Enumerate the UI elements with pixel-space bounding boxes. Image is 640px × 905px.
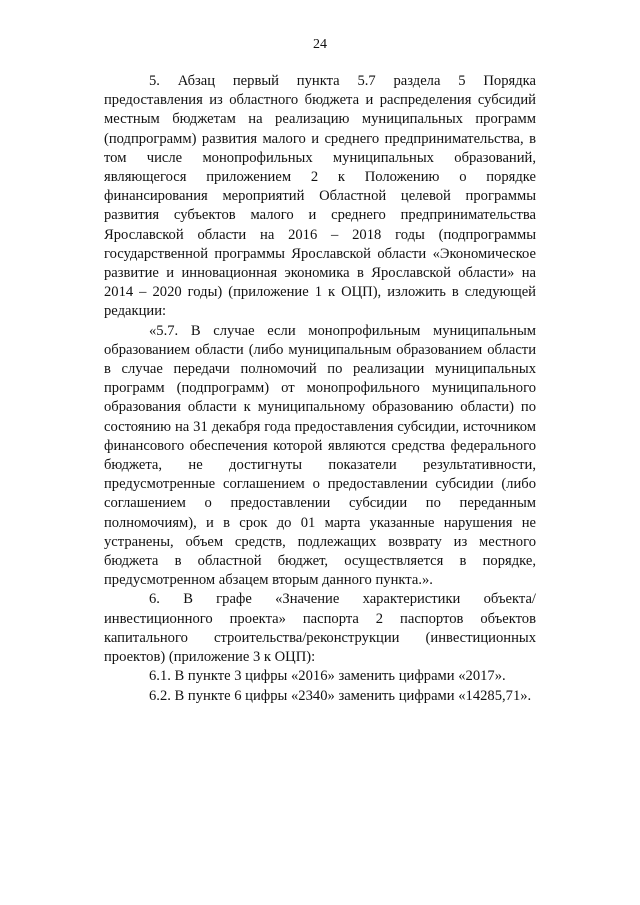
- document-body: [104, 72, 536, 706]
- paragraph-quoted-5-7: «5.7. В случае если монопрофильным муниципальным образованием области (либо муниципальным образованием области в случае передачи полномочий по реализации муниципальных программ (подпрограмм) от монопрофильного муниципального образования области к муниципальному образованию области) по состоянию на 31 декабря года предоставления субсидии, источником финансового обеспечения которой являются средства федерального бюджета, не достигнуты показатели результативности, предусмотренные соглашением о предоставлении субсидии (либо соглашением о предоставлении субсидии по переданным полномочиям), и в срок до 01 марта указанные нарушения не устранены, объем средств, подлежащих возврату из местного бюджета в областной бюджет, осуществляется в порядке, предусмотренном абзацем вторым данного пункта.».: [104, 322, 536, 589]
- paragraph-item-6: 6. В графе «Значение характеристики объекта/инвестиционного проекта» паспорта 2 паспортов объектов капитального строительства/реконструкции (инвестиционных проектов) (приложение 3 к ОЦП):: [104, 591, 536, 666]
- paragraph-item-6-2: 6.2. В пункте 6 цифры «2340» заменить цифрами «14285,71».: [149, 687, 532, 704]
- page-number: 24: [313, 37, 327, 52]
- paragraph-item-6-1: 6.1. В пункте 3 цифры «2016» заменить цифрами «2017».: [149, 668, 506, 685]
- paragraph-item-5: 5. Абзац первый пункта 5.7 раздела 5 Порядка предоставления из областного бюджета и распределения субсидий местным бюджетам на реализацию муниципальных программ (подпрограмм) развития малого и среднего предпринимательства, в том числе монопрофильных муниципальных образований, являющегося приложением 2 к Положению о порядке финансирования мероприятий Областной целевой программы развития субъектов малого и среднего предпринимательства Ярославской области на 2016 – 2018 годы (подпрограммы государственной программы Ярославской области «Экономическое развитие и инновационная экономика в Ярославской области» на 2014 – 2020 годы) (приложение 1 к ОЦП), изложить в следующей редакции:: [104, 73, 536, 320]
